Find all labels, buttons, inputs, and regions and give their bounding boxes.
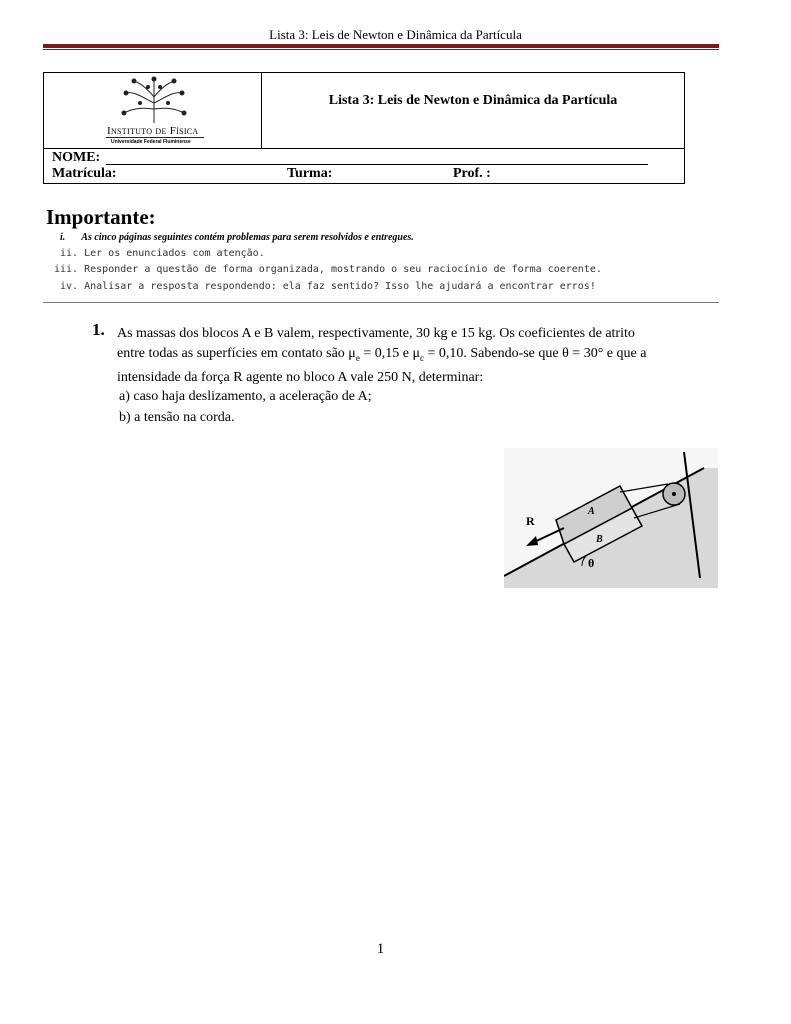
logo-institute-name: Instituto de Física <box>107 125 199 137</box>
identification-table <box>43 72 685 184</box>
question-item-b: b) a tensão na corda. <box>119 410 235 425</box>
instruction-item-3 <box>54 264 602 275</box>
turma-label: Turma: <box>287 166 333 181</box>
incline-figure <box>504 448 718 588</box>
logo-cell <box>44 73 262 148</box>
question-item-a: a) caso haja deslizamento, a aceleração de A; <box>119 389 372 404</box>
row-divider <box>44 148 684 149</box>
instruction-marker: ii. <box>60 248 79 259</box>
nome-label: NOME: <box>52 150 101 165</box>
page-number: 1 <box>376 941 385 957</box>
question-statement <box>117 324 719 388</box>
instruction-text: Analisar a resposta respondendo: ela faz sentido? Isso lhe ajudará a encontrar erros! <box>84 281 596 292</box>
list-title: Lista 3: Leis de Newton e Dinâmica da Partícula <box>328 93 618 108</box>
section-separator <box>43 302 719 303</box>
nome-underline <box>106 164 648 165</box>
instruction-item-4 <box>60 281 596 292</box>
header-rule <box>43 44 719 48</box>
running-header: Lista 3: Leis de Newton e Dinâmica da Partícula <box>269 27 522 42</box>
matricula-label: Matrícula: <box>52 166 117 181</box>
question-line-3: intensidade da força R agente no bloco A vale 250 N, determinar: <box>117 369 484 385</box>
logo-university-name: Universidade Federal Fluminense <box>111 139 191 145</box>
block-b-label: B <box>596 534 603 545</box>
instruction-marker: iii. <box>54 264 79 275</box>
instruction-text: As cinco páginas seguintes contém problemas para serem resolvidos e entregues. <box>81 232 414 243</box>
header-rule-thin <box>43 49 719 50</box>
angle-label: θ <box>588 556 595 570</box>
instruction-text: Ler os enunciados com atenção. <box>84 248 265 259</box>
important-heading: Importante: <box>46 205 156 229</box>
force-label: R <box>526 514 535 528</box>
instruction-item-1 <box>60 232 414 243</box>
question-number: 1. <box>92 320 105 339</box>
instruction-text: Responder a questão de forma organizada, mostrando o seu raciocínio de forma coerente. <box>84 264 602 275</box>
instruction-marker: iv. <box>60 281 79 292</box>
instruction-marker: i. <box>60 232 66 243</box>
prof-label: Prof. : <box>453 166 491 181</box>
question-line-1: As massas dos blocos A e B valem, respectivamente, 30 kg e 15 kg. Os coeficientes de atrito <box>117 326 635 341</box>
title-cell <box>262 73 684 148</box>
incline-diagram-icon <box>504 448 718 588</box>
block-a-label: A <box>588 506 595 517</box>
instruction-item-2 <box>60 248 265 259</box>
question-line-2: entre todas as superfícies em contato são $\mu_e = 0,15$ e $\mu_c = 0,10$. Sabendo-se que θ = 30° e que a <box>117 346 647 363</box>
